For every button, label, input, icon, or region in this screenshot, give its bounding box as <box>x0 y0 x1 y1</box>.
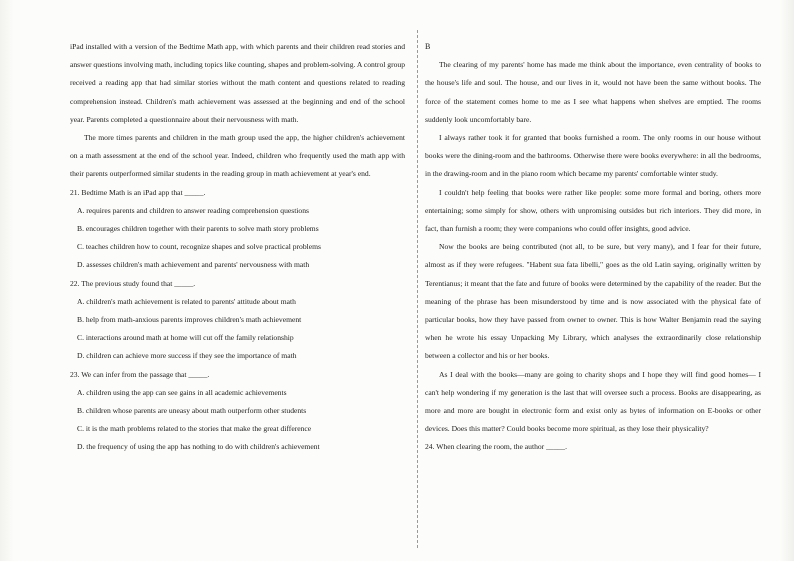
left-column <box>70 38 405 457</box>
passage-a-paragraph-1: iPad installed with a version of the Bedtime Math app, with which parents and their children read stories and answer questions involving math, including topics like counting, shapes and problem-solving. A control group received a reading app that had similar stories without the math content and questions related to reading comprehension instead. Children's math achievement was assessed at the beginning and end of the school year. Parents completed a questionnaire about their nervousness with math. <box>70 42 405 124</box>
right-column <box>425 38 761 457</box>
passage-b-paragraph-3: I couldn't help feeling that books were rather like people: some more formal and boring, others more entertaining; some simply for show, others with unpromising outsides but rich interiors. They did more, in fact, than furnish a room; they were companions who could offer insights, good advice. <box>425 187 761 234</box>
column-divider <box>417 30 418 548</box>
question-22-option-c: C. interactions around math at home will cut off the family relationship <box>77 333 294 343</box>
question-21: 21. Bedtime Math is an iPad app that _____. <box>70 187 206 197</box>
question-23-option-c: C. it is the math problems related to the stories that make the great difference <box>77 424 312 434</box>
question-22-option-d: D. children can achieve more success if they see the importance of math <box>77 351 297 361</box>
question-22: 22. The previous study found that _____. <box>70 278 196 288</box>
question-23-option-d: D. the frequency of using the app has nothing to do with children's achievement <box>77 442 320 452</box>
question-23-option-a: A. children using the app can see gains in all academic achievements <box>77 387 287 397</box>
question-21-option-a: A. requires parents and children to answer reading comprehension questions <box>77 205 309 215</box>
passage-a-paragraph-2: The more times parents and children in the math group used the app, the higher children's achievement on a math assessment at the end of the school year. Indeed, children who frequently used the math app with their parents outperformed similar students in the reading group in math achievement at year's end. <box>70 133 405 179</box>
passage-b-paragraph-2: I always rather took it for granted that books furnished a room. The only rooms in our house without books were the dining-room and the bathrooms. Otherwise there were books everywhere: in all the bedrooms, in the drawing-room and in the piano room which became my parents' comfortable winter study. <box>425 133 761 179</box>
question-22-option-b: B. help from math-anxious parents improves children's math achievement <box>77 315 302 325</box>
question-21-option-b: B. encourages children together with their parents to solve math story problems <box>77 224 319 234</box>
passage-b-paragraph-5: As I deal with the books—many are going to charity shops and I hope they will find good homes— I can't help wondering if my generation is the last that will oversee such a process. Books are disappearing, as more and more are bought in electronic form and exist only as bytes of information on E-books or other devices. Does this matter? Could books become more spiritual, as they lose their physicality? <box>425 369 761 434</box>
question-24: 24. When clearing the room, the author _____. <box>425 442 567 452</box>
question-23-option-b: B. children whose parents are uneasy about math outperform other students <box>77 406 307 416</box>
question-21-option-d: D. assesses children's math achievement and parents' nervousness with math <box>77 260 310 270</box>
question-22-option-a: A. children's math achievement is related to parents' attitude about math <box>77 296 296 306</box>
question-23: 23. We can infer from the passage that _____. <box>70 369 210 379</box>
passage-b-heading: B <box>425 42 431 51</box>
passage-b-paragraph-4: Now the books are being contributed (not all, to be sure, but very many), and I fear for their future, almost as if they were refugees. "Habent sua fata libelli," goes as the old Latin saying, originally written by Terentianus; it meant that the fate and future of books were determined by the capability of the reader. But the meaning of the phrase has been misunderstood by time and is now associated with the physical fate of particular books, how they have passed from owner to owner. This is how Walter Benjamin read the saying when he wrote his essay Unpacking My Library, which analyses the extraordinarily close relationship between a collector and his or her books. <box>425 242 761 361</box>
question-21-option-c: C. teaches children how to count, recognize shapes and solve practical problems <box>77 242 321 252</box>
passage-b-paragraph-1: The clearing of my parents' home has made me think about the importance, even centrality of books to the house's life and soul. The house, and our lives in it, would not have been the same without books. The force of the statement comes home to me as I see what happens when shelves are emptied. The rooms suddenly look uncomfortably bare. <box>425 60 761 124</box>
